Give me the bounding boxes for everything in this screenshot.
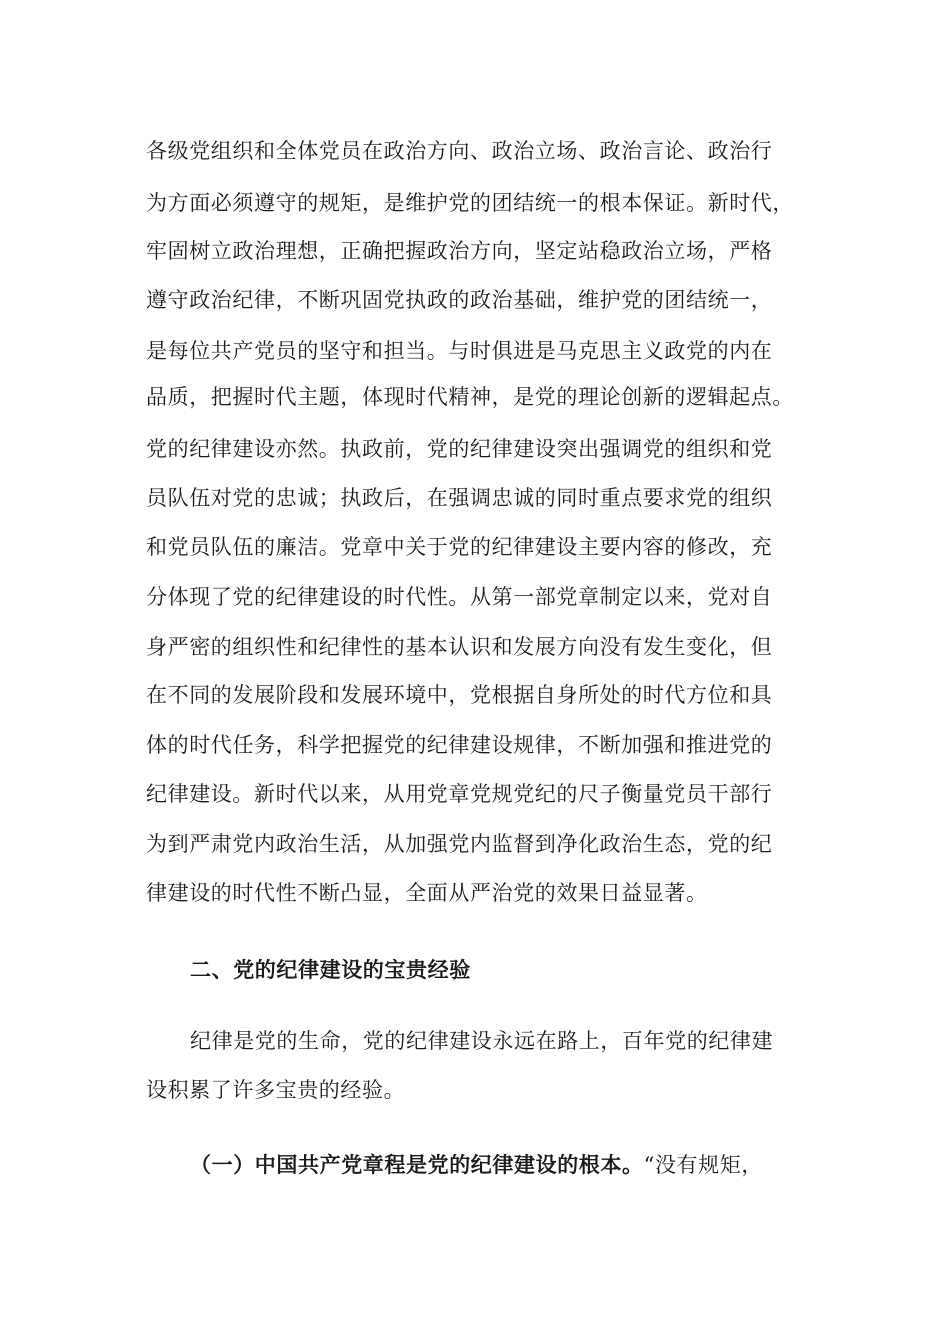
body-text-line: 牢固树立政治理想，正确把握政治方向，坚定站稳政治立场，严格	[146, 239, 773, 263]
body-text-line: 党的纪律建设亦然。执政前，党的纪律建设突出强调党的组织和党	[146, 437, 773, 461]
subheading-line	[190, 1145, 763, 1185]
body-text-line: 身严密的组织性和纪律性的基本认识和发展方向没有发生变化，但	[146, 635, 773, 659]
body-text-line: 为到严肃党内政治生活，从加强党内监督到净化政治生态，党的纪	[146, 832, 773, 856]
body-text-line: 纪律建设。新时代以来，从用党章党规党纪的尺子衡量党员干部行	[146, 782, 773, 806]
body-text-line: 分体现了党的纪律建设的时代性。从第一部党章制定以来，党对自	[146, 585, 773, 609]
subheading-title: （一）中国共产党章程是党的纪律建设的根本。	[190, 1152, 644, 1177]
body-text-line: 律建设的时代性不断凸显，全面从严治党的效果日益显著。	[146, 881, 708, 905]
body-text-line: 员队伍对党的忠诚；执政后，在强调忠诚的同时重点要求党的组织	[146, 486, 773, 510]
body-text-line: 是每位共产党员的坚守和担当。与时俱进是马克思主义政党的内在	[146, 339, 773, 363]
body-text-line: 为方面必须遵守的规矩，是维护党的团结统一的根本保证。新时代，	[146, 191, 794, 215]
body-text-line: 体的时代任务，科学把握党的纪律建设规律，不断加强和推进党的	[146, 733, 773, 757]
section-heading: 二、党的纪律建设的宝贵经验	[190, 957, 471, 982]
body-text-line: 各级党组织和全体党员在政治方向、政治立场、政治言论、政治行	[146, 139, 773, 163]
body-text-line: 纪律是党的生命，党的纪律建设永远在路上，百年党的纪律建	[190, 1029, 774, 1053]
body-text-line: 遵守政治纪律，不断巩固党执政的政治基础，维护党的团结统一，	[146, 288, 773, 312]
body-text-line: 在不同的发展阶段和发展环境中，党根据自身所处的时代方位和具	[146, 683, 773, 707]
body-text-line: 设积累了许多宝贵的经验。	[146, 1078, 406, 1102]
subheading-quote-start: “没有规矩，	[643, 1153, 763, 1177]
body-text-line: 和党员队伍的廉洁。党章中关于党的纪律建设主要内容的修改，充	[146, 535, 773, 559]
body-text-line: 品质，把握时代主题，体现时代精神，是党的理论创新的逻辑起点。	[146, 385, 794, 409]
